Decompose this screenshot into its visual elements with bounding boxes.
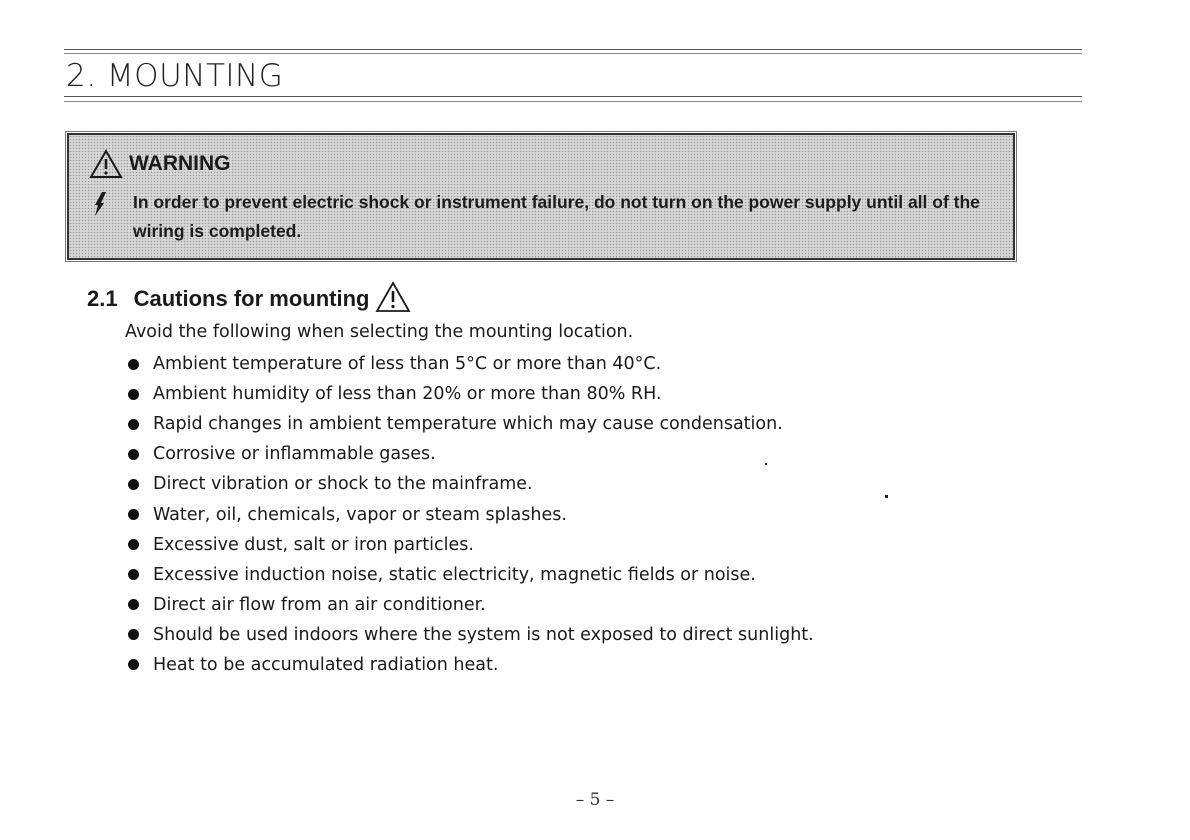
- bullet-dot-icon: [128, 539, 139, 550]
- bullet-dot-icon: [128, 449, 139, 460]
- list-item-text: Should be used indoors where the system is not exposed to direct sunlight.: [153, 624, 814, 645]
- header-rule-bottom-inner: [64, 101, 1082, 102]
- section-title: Cautions for mounting: [133, 286, 370, 311]
- warning-text: In order to prevent electric shock or instrument failure, do not turn on the power supply until all of the wiring is completed.: [133, 192, 980, 241]
- scan-speck: [765, 463, 767, 465]
- list-item-text: Rapid changes in ambient temperature which may cause condensation.: [153, 414, 783, 435]
- page-number: – 5 –: [575, 790, 615, 810]
- list-item-text: Direct air flow from an air conditioner.: [153, 594, 486, 615]
- list-item: [128, 499, 814, 529]
- section-heading: [87, 285, 411, 313]
- section-number: 2.1: [87, 286, 118, 311]
- list-item-text: Ambient temperature of less than 5°C or more than 40°C.: [153, 354, 662, 375]
- list-item-text: Heat to be accumulated radiation heat.: [153, 654, 499, 675]
- list-item: [128, 349, 814, 379]
- caution-triangle-icon: [375, 281, 411, 313]
- list-item: [128, 469, 814, 499]
- bullet-dot-icon: [128, 419, 139, 430]
- list-item-text: Water, oil, chemicals, vapor or steam splashes.: [153, 504, 567, 525]
- bullet-dot-icon: [128, 479, 139, 490]
- list-item: [128, 439, 814, 469]
- bullet-dot-icon: [128, 569, 139, 580]
- list-item: [128, 620, 814, 650]
- list-item-text: Excessive induction noise, static electricity, magnetic fields or noise.: [153, 564, 756, 585]
- electric-shock-icon: [93, 192, 107, 216]
- warning-title: WARNING: [129, 152, 231, 175]
- list-item: [128, 590, 814, 620]
- list-item-text: Corrosive or inflammable gases.: [153, 444, 436, 465]
- header-rule-top: [64, 49, 1082, 50]
- bullet-dot-icon: [128, 359, 139, 370]
- caution-list: [128, 349, 814, 680]
- list-item: [128, 530, 814, 560]
- list-item: [128, 650, 814, 680]
- warning-header: [89, 149, 231, 179]
- bullet-dot-icon: [128, 599, 139, 610]
- warning-box: [67, 133, 1015, 260]
- section-intro: Avoid the following when selecting the mounting location.: [125, 322, 634, 342]
- bullet-dot-icon: [128, 659, 139, 670]
- chapter-title: 2. MOUNTING: [66, 58, 284, 94]
- bullet-dot-icon: [128, 389, 139, 400]
- list-item-text: Excessive dust, salt or iron particles.: [153, 534, 474, 555]
- header-rule-top-inner: [64, 53, 1082, 54]
- list-item-text: Direct vibration or shock to the mainframe.: [153, 474, 533, 495]
- list-item-text: Ambient humidity of less than 20% or more than 80% RH.: [153, 384, 662, 405]
- list-item: [128, 379, 814, 409]
- header-rule-bottom: [64, 96, 1082, 97]
- list-item: [128, 409, 814, 439]
- warning-triangle-icon: [89, 149, 123, 179]
- bullet-dot-icon: [128, 629, 139, 640]
- bullet-dot-icon: [128, 509, 139, 520]
- scan-speck: [885, 495, 888, 498]
- list-item: [128, 560, 814, 590]
